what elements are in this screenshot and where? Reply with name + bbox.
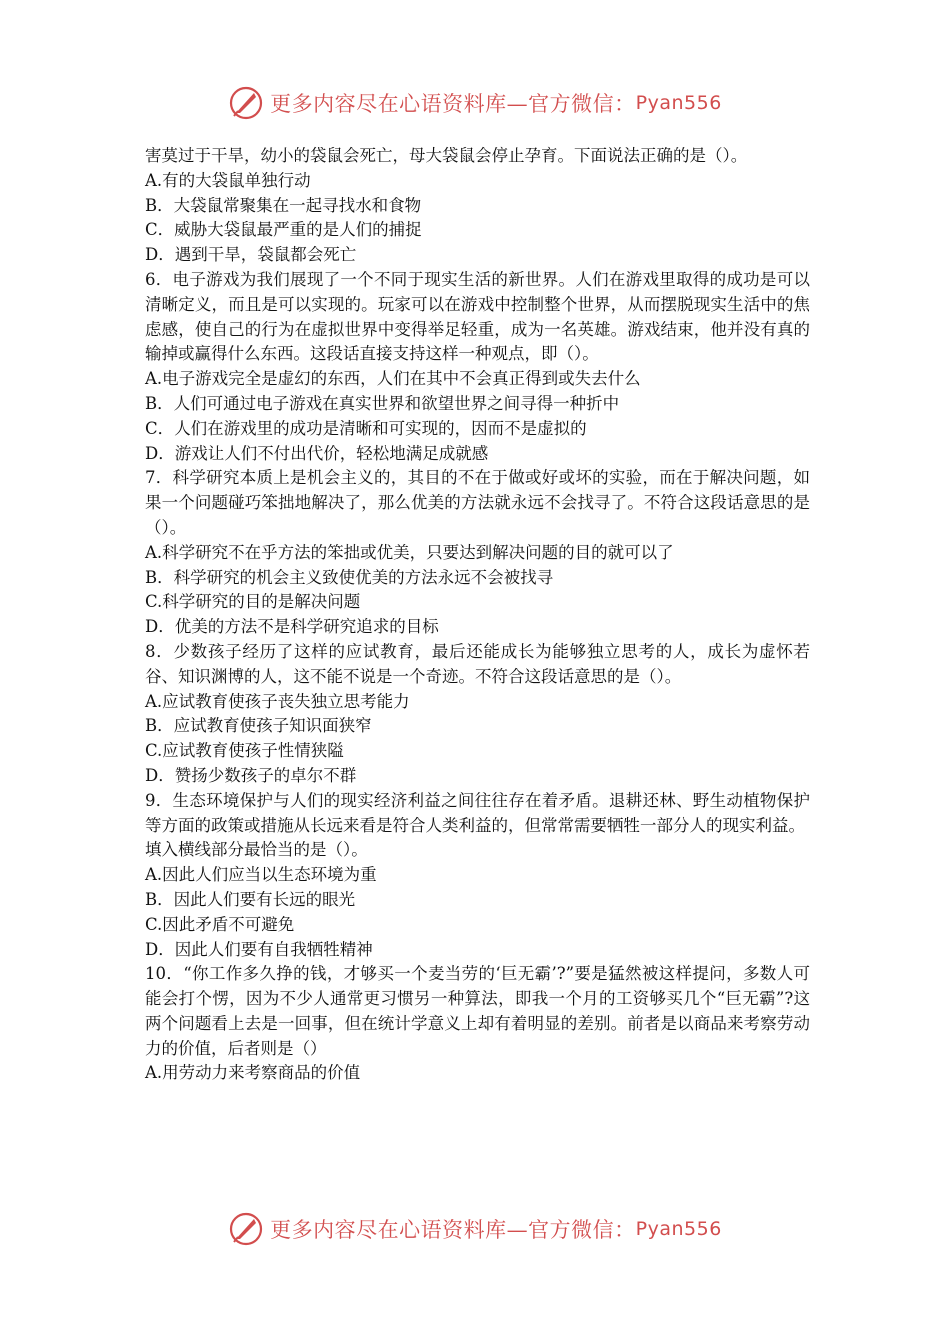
option-line: B．科学研究的机会主义致使优美的方法永远不会被找寻 [145, 567, 554, 587]
option-line: B．人们可通过电子游戏在真实世界和欲望世界之间寻得一种折中 [145, 393, 620, 413]
question-8: 8．少数孩子经历了这样的应试教育，最后还能成长为能够独立思考的人，成长为虚怀若谷、知识渊博的人，这不能不说是一个奇迹。不符合这段话意思的是（）。 [145, 641, 810, 686]
option-line: D．游戏让人们不付出代价，轻松地满足成就感 [145, 443, 489, 463]
question-9-prompt: 填入横线部分最恰当的是（）。 [145, 840, 368, 860]
option-line: B．大袋鼠常聚集在一起寻找水和食物 [145, 195, 422, 215]
quill-logo-icon [228, 1211, 264, 1247]
question-7: 7．科学研究本质上是机会主义的，其目的不在于做或好或坏的实验，而在于解决问题，如果一个问题碰巧笨拙地解决了，那么优美的方法就永远不会找寻了。不符合这段话意思的是（）。 [145, 468, 810, 537]
option-line: C．人们在游戏里的成功是清晰和可实现的，因而不是虚拟的 [145, 418, 587, 438]
banner-wechat-id: Pyan556 [635, 92, 722, 114]
option-line: D．遇到干旱，袋鼠都会死亡 [145, 245, 357, 265]
header-banner [0, 82, 950, 124]
option-line: A.因此人们应当以生态环境为重 [145, 865, 377, 885]
question-6: 6．电子游戏为我们展现了一个不同于现实生活的新世界。人们在游戏里取得的成功是可以清晰定义，而且是可以实现的。玩家可以在游戏中控制整个世界，从而摆脱现实生活中的焦虑感，使自己的行为在虚拟世界中变得举足轻重，成为一名英雄。游戏结束，他并没有真的输掉或赢得什么东西。这段话直接支持这样一种观点，即（）。 [145, 269, 810, 364]
option-line: A.科学研究不在乎方法的笨拙或优美，只要达到解决问题的目的就可以了 [145, 542, 674, 562]
option-line: B．因此人们要有长远的眼光 [145, 889, 356, 909]
option-line: A.应试教育使孩子丧失独立思考能力 [145, 691, 410, 711]
option-line: D．优美的方法不是科学研究追求的目标 [145, 617, 439, 637]
question-10: 10．“你工作多久挣的钱，才够买一个麦当劳的‘巨无霸’?”要是猛然被这样提问，多数人可能会打个愣，因为不少人通常更习惯另一种算法，即我一个月的工资够买几个“巨无霸”?这两个问题看上去是一回事，但在统计学意义上却有着明显的差别。前者是以商品来考察劳动力的价值，后者则是（） [145, 964, 810, 1058]
footer-banner [0, 1208, 950, 1250]
option-line: C.科学研究的目的是解决问题 [145, 592, 361, 612]
option-line: C．威胁大袋鼠最严重的是人们的捕捉 [145, 220, 422, 240]
option-line: D．赞扬少数孩子的卓尔不群 [145, 765, 357, 785]
document-body [145, 144, 810, 1086]
option-line: A.电子游戏完全是虚幻的东西，人们在其中不会真正得到或失去什么 [145, 369, 641, 389]
quill-logo-icon [228, 85, 264, 121]
option-line: A.用劳动力来考察商品的价值 [145, 1063, 361, 1083]
option-line: D．因此人们要有自我牺牲精神 [145, 939, 373, 959]
option-line: C.应试教育使孩子性情狭隘 [145, 741, 344, 761]
option-line: A.有的大袋鼠单独行动 [145, 170, 311, 190]
option-line: C.因此矛盾不可避免 [145, 914, 295, 934]
banner-wechat-id: Pyan556 [635, 1218, 722, 1240]
question-9: 9．生态环境保护与人们的现实经济利益之间往往存在着矛盾。退耕还林、野生动植物保护等方面的政策或措施从长远来看是符合人类利益的，但常常需要牺牲一部分人的现实利益。 [145, 790, 810, 835]
option-line: B．应试教育使孩子知识面狭窄 [145, 716, 372, 736]
paragraph: 害莫过于干旱，幼小的袋鼠会死亡，母大袋鼠会停止孕育。下面说法正确的是（）。 [145, 146, 748, 165]
banner-text: 更多内容尽在心语资料库—官方微信： [270, 92, 636, 116]
banner-text: 更多内容尽在心语资料库—官方微信： [270, 1218, 636, 1242]
